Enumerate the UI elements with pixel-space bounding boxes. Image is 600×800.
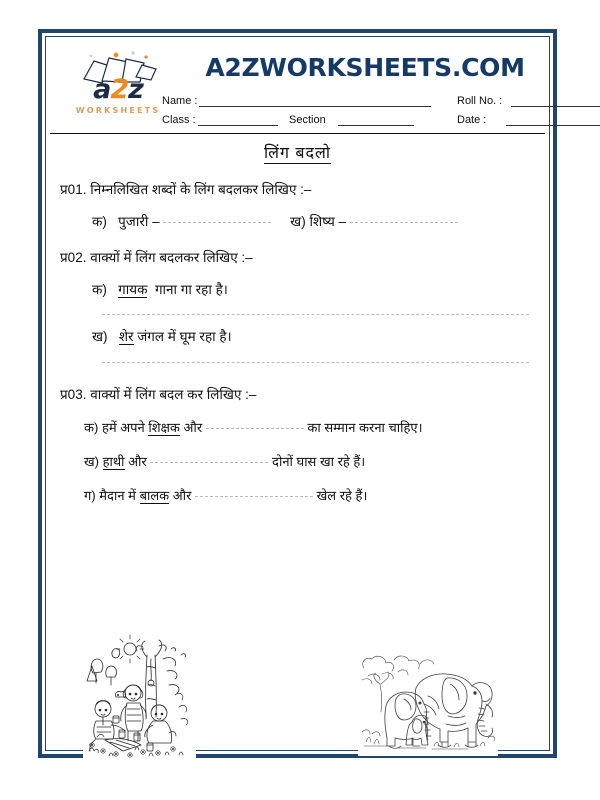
q2-item-b-sentence: जंगल में घूम रहा है। xyxy=(137,329,232,345)
q3-item-a-marker: क) xyxy=(84,420,99,436)
section-input[interactable] xyxy=(338,112,414,126)
q3-item-c-keyword: बालक xyxy=(139,488,170,504)
question-3-item-c xyxy=(60,487,535,506)
question-1-heading xyxy=(60,180,535,200)
worksheet-body xyxy=(50,41,545,746)
q2-item-b-marker: ख) xyxy=(92,329,108,345)
logo-subtitle: WORKSHEETS xyxy=(75,106,161,115)
logo-letter-2: 2 xyxy=(110,74,129,105)
q2-item-a-marker: क) xyxy=(92,281,107,297)
q1-item-a-marker: क) xyxy=(92,213,107,229)
worksheet-content xyxy=(50,180,545,506)
worksheet-inner-border xyxy=(45,36,550,751)
logo-letter-z: z xyxy=(128,74,143,105)
q3-item-b-answer-blank[interactable] xyxy=(150,461,268,463)
q3-item-b-after: दोनों घास खा रहे हैं। xyxy=(272,454,366,470)
q3-item-c-mid: और xyxy=(172,488,192,504)
date-input[interactable] xyxy=(506,112,600,126)
question-2-heading xyxy=(60,248,535,268)
student-info-fields xyxy=(162,93,537,133)
q3-item-b-mid: और xyxy=(128,454,147,470)
q1-item-a-word: पुजारी xyxy=(118,213,149,229)
worksheet-page-frame xyxy=(38,29,557,758)
q3-item-a-keyword: शिक्षक xyxy=(148,420,180,436)
q1-item-b-answer-blank[interactable] xyxy=(350,221,458,223)
q2-item-a-keyword: गायक xyxy=(118,281,148,297)
question-1-items xyxy=(60,212,535,232)
student-info-row-2 xyxy=(162,112,537,131)
q3-item-b-marker: ख) xyxy=(84,454,99,470)
question-2-number: प्र02. xyxy=(60,250,87,266)
worksheet-title-text: लिंग बदलो xyxy=(263,145,332,162)
q1-item-b-marker: ख) xyxy=(290,213,306,229)
question-2-item-a xyxy=(60,280,535,300)
question-3-heading xyxy=(60,385,535,405)
q2-item-a-sentence: गाना गा रहा है। xyxy=(154,281,228,297)
q3-item-a-mid: और xyxy=(183,420,203,436)
q2-item-a-answer-line[interactable] xyxy=(102,313,529,315)
question-2-prompt: वाक्यों में लिंग बदलकर लिखिए :– xyxy=(90,250,253,266)
worksheet-header xyxy=(50,41,545,134)
logo-letter-a: a xyxy=(93,74,111,105)
elephants-illustration xyxy=(358,646,498,756)
q3-item-a-before: हमें अपने xyxy=(101,420,145,436)
question-3-item-b xyxy=(60,453,535,472)
q2-item-b-answer-line[interactable] xyxy=(102,361,529,363)
q1-item-b-dash: – xyxy=(338,213,347,229)
q2-item-b-keyword: शेर xyxy=(118,329,134,345)
q3-item-a-answer-blank[interactable] xyxy=(206,427,304,429)
roll-no-input[interactable] xyxy=(511,93,600,107)
student-info-row-1 xyxy=(162,93,537,112)
class-label: Class : xyxy=(162,114,196,126)
date-label: Date : xyxy=(457,114,487,126)
q1-item-a-dash: – xyxy=(152,213,160,229)
q1-item-b-word: शिष्य xyxy=(309,213,335,229)
q1-item-a-answer-blank[interactable] xyxy=(163,221,271,223)
q3-item-b-keyword: हाथी xyxy=(102,454,125,470)
site-title: A2ZWORKSHEETS.COM xyxy=(205,53,525,82)
illustrations xyxy=(60,633,535,765)
class-input[interactable] xyxy=(198,112,278,126)
section-label: Section xyxy=(289,114,326,126)
a2z-logo xyxy=(68,49,168,127)
question-3-prompt: वाक्यों में लिंग बदल कर लिखिए :– xyxy=(90,386,257,402)
q3-item-a-after: का सम्मान करना चाहिए। xyxy=(307,420,423,436)
q3-item-c-answer-blank[interactable] xyxy=(195,495,313,497)
logo-wordmark xyxy=(70,75,166,105)
question-3-item-a xyxy=(60,419,535,438)
children-picnic-illustration xyxy=(83,633,196,758)
question-2-item-b xyxy=(60,327,535,347)
q3-item-c-before: मैदान में xyxy=(99,488,136,504)
worksheet-title xyxy=(50,141,545,163)
q3-item-c-after: खेल रहे हैं। xyxy=(316,488,368,504)
question-3-number: प्र03. xyxy=(60,386,87,402)
q3-item-c-marker: ग) xyxy=(84,488,96,504)
name-input[interactable] xyxy=(199,93,431,107)
question-1-number: प्र01. xyxy=(60,182,87,197)
roll-no-label: Roll No. : xyxy=(457,95,503,107)
name-label: Name : xyxy=(162,95,198,107)
question-1-prompt: निम्नलिखित शब्दों के लिंग बदलकर लिखिए :– xyxy=(90,182,312,197)
